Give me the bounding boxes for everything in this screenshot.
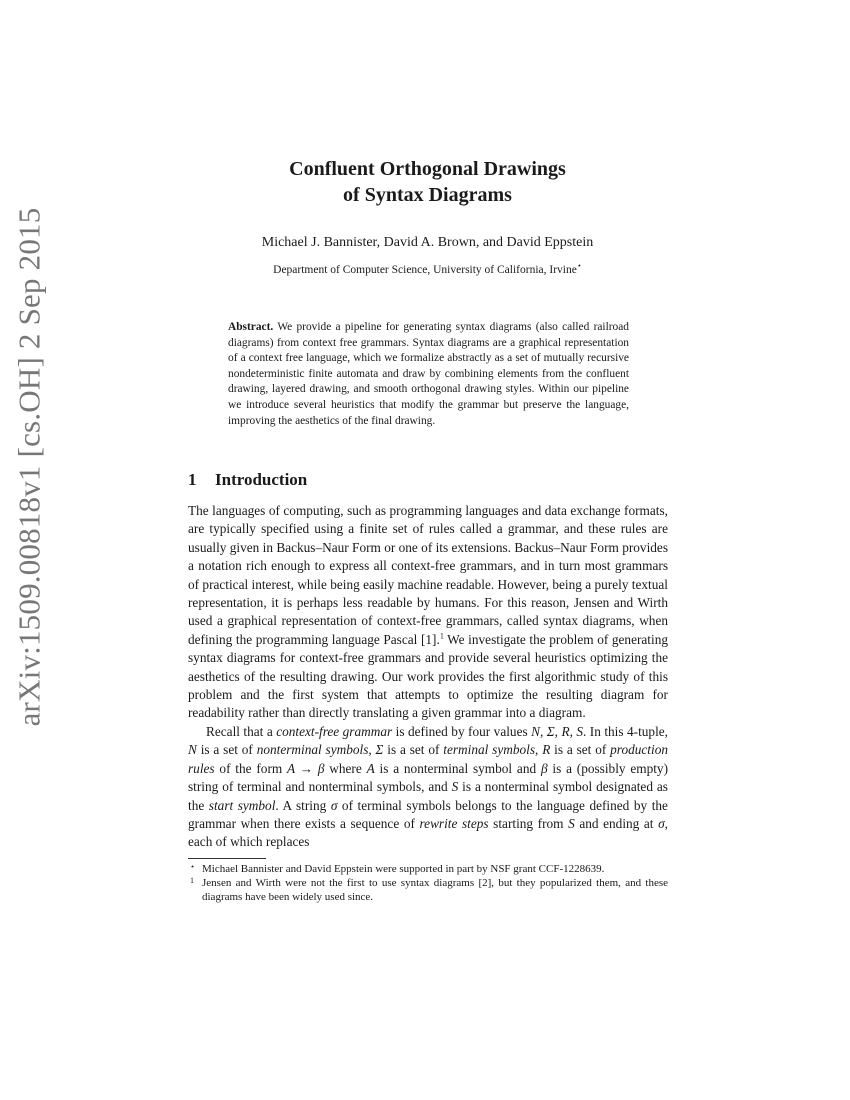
paragraph-1 — [188, 502, 668, 723]
para2-text: is a set of — [383, 742, 444, 758]
para2-text: , each of which replaces — [188, 815, 668, 850]
para2-text: is a (possibly empty) string of terminal and nonterminal symbols, and — [188, 760, 669, 795]
math-beta: β — [540, 760, 548, 776]
para2-text: starting from — [488, 815, 569, 831]
para2-text: where — [324, 760, 367, 776]
para2-text: is a nonterminal symbol and — [374, 760, 541, 776]
section-heading — [188, 470, 307, 490]
affiliation — [160, 261, 695, 276]
para2-text: . A string — [275, 797, 331, 813]
para2-text: is defined by four values — [392, 723, 532, 739]
para2-text: and ending at — [574, 815, 659, 831]
term-nonterminal-symbols: nonterminal symbols — [256, 742, 369, 758]
paper-title-line-2: of Syntax Diagrams — [343, 184, 512, 206]
arxiv-stamp — [7, 207, 51, 726]
paragraph-2 — [188, 723, 668, 852]
intro-body — [188, 502, 668, 852]
para1-text-b: We investigate the problem of generating syntax diagrams for context-free grammars and provide several heuristics optimizing the aesthetics of the resulting drawing. Our work provides the first algorithmic study of this problem and the first system that attempts to optimize the resulting diagram for readability rather than directly translating a given grammar into a diagram. — [188, 631, 668, 721]
footnote-1-mark: 1 — [190, 876, 194, 886]
para2-text: is a set of — [550, 742, 611, 758]
para2-text: , — [535, 742, 543, 758]
para2-text: of the form — [214, 760, 288, 776]
footnote-star-mark: ⋆ — [190, 862, 196, 871]
footnote-1 — [188, 876, 668, 904]
math-S: S — [451, 779, 459, 795]
math-rule: A → β — [287, 760, 325, 776]
math-sigma: Σ — [375, 742, 384, 758]
affiliation-text: Department of Computer Science, University of California, Irvine — [273, 264, 577, 276]
para2-text: Recall that a — [206, 723, 277, 739]
math-S: S — [568, 815, 575, 831]
para2-text: of terminal symbols belongs to the language defined by the grammar when there exists a sequence of — [188, 797, 668, 831]
paper-title-line-1: Confluent Orthogonal Drawings — [289, 158, 566, 180]
math-A: A — [366, 760, 375, 776]
footnote-1-text: Jensen and Wirth were not the first to use syntax diagrams [2], but they popularized them, and these diagrams have been widely used since. — [202, 877, 668, 904]
term-start-symbol: start symbol — [208, 797, 276, 813]
para2-text: is a set of — [196, 742, 257, 758]
para2-text: , — [368, 742, 376, 758]
author-list: Michael J. Bannister, David A. Brown, and David Eppstein — [261, 235, 594, 250]
footnote-divider — [188, 858, 266, 859]
para1-text-a: The languages of computing, such as programming languages and data exchange formats, are typically specified using a finite set of rules called a grammar, and these rules are usually given in Backus–Naur Form or one of its extensions. Backus–Naur Form provides a notation rich enough to express all context-free grammars, and in turn most grammars of practical interest, while being easily machine readable. However, being a purely textual representation, it is perhaps less readable by humans. For this reason, Jensen and Wirth used a graphical representation of context-free grammars, called syntax diagrams, when defining the programming language Pascal [1]. — [188, 503, 668, 647]
section-number: 1 — [188, 470, 197, 489]
math-sigma-string: σ — [658, 815, 665, 831]
para2-text: is a nonterminal symbol designated as the — [188, 779, 668, 813]
math-R: R — [542, 742, 551, 758]
abstract-text: We provide a pipeline for generating syntax diagrams (also called railroad diagrams) from context free grammars. Syntax diagrams are a graphical representation of a context free language, which we formalize abstractly as a set of mutually recursive nondeterministic finite automata and draw by combining elements from the confluent drawing, layered drawing, and smooth orthogonal drawing styles. Within our pipeline we introduce several heuristics that modify the grammar but preserve the language, improving the aesthetics of the final drawing. — [228, 321, 629, 427]
abstract-label: Abstract. — [228, 321, 274, 333]
affiliation-footnote-mark: ⋆ — [576, 261, 582, 271]
footnote-star — [188, 862, 668, 876]
term-context-free-grammar: context-free grammar — [276, 723, 393, 739]
para2-text: . In this 4-tuple, — [583, 723, 669, 739]
math-sigma-string: σ — [330, 797, 338, 813]
term-terminal-symbols: terminal symbols — [443, 742, 536, 758]
abstract — [228, 320, 629, 429]
arxiv-identifier: arXiv:1509.00818v1 [cs.OH] 2 Sep 2015 — [11, 207, 46, 726]
term-rewrite-steps: rewrite steps — [419, 815, 489, 831]
term-production-rules: production rules — [188, 742, 668, 776]
footnote-ref-1[interactable]: 1 — [439, 631, 444, 641]
footnotes — [188, 862, 668, 905]
math-tuple: N, Σ, R, S — [531, 723, 584, 739]
footnote-star-text: Michael Bannister and David Eppstein were supported in part by NSF grant CCF-1228639. — [202, 863, 605, 875]
section-title: Introduction — [215, 470, 308, 489]
math-N: N — [188, 742, 197, 758]
